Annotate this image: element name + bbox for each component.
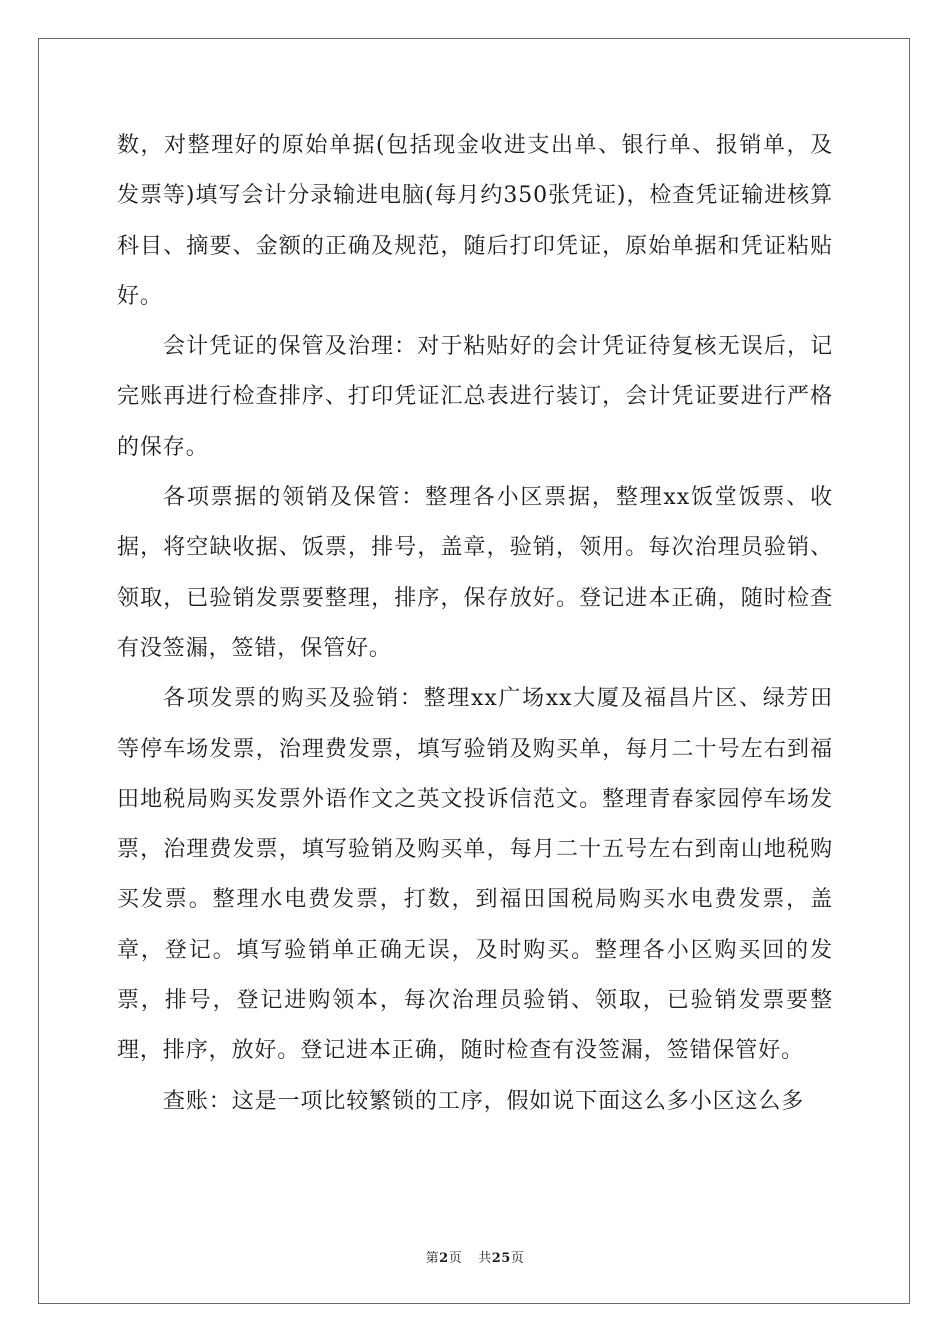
paragraph-invoice-purchase: 各项发票的购买及验销：整理xx广场xx大厦及福昌片区、绿芳田等停车场发票，治理费发票，填写验销及购买单，每月二十号左右到福田地税局购买发票外语作文之英文投诉信范文。整理青春家园停车场发票，治理费发票，填写验销及购买单，每月二十五号左右到南山地税购买发票。整理水电费发票，打数，到福田国税局购买水电费发票，盖章，登记。填写验销单正确无误，及时购买。整理各小区购买回的发票，排号，登记进购领本，每次治理员验销、领取，已验销发票要整理，排序，放好。登记进本正确，随时检查有没签漏，签错保管好。 <box>117 686 833 1064</box>
paragraph-voucher-custody: 会计凭证的保管及治理：对于粘贴好的会计凭证待复核无误后，记完账再进行检查排序、打印凭证汇总表进行装订，会计凭证要进行严格的保存。 <box>117 334 833 460</box>
page-footer <box>0 1247 950 1266</box>
total-prefix: 共 <box>478 1251 492 1266</box>
document-body <box>117 121 833 1127</box>
paragraph-receipt-management: 各项票据的领销及保管：整理各小区票据，整理xx饭堂饭票、收据，将空缺收据、饭票，排号，盖章，验销，领用。每次治理员验销、领取，已验销发票要整理，排序，保存放好。登记进本正确，随时检查有没签漏，签错，保管好。 <box>117 485 833 661</box>
total-suffix: 页 <box>510 1251 525 1266</box>
paragraph-account-check: 查账：这是一项比较繁锁的工序，假如说下面这么多小区这么多 <box>163 1088 805 1114</box>
page-number: 2 <box>439 1251 449 1266</box>
paragraph-continued: 数，对整理好的原始单据(包括现金收进支出单、银行单、报销单，及发票等)填写会计分录输进电脑(每月约350张凭证)，检查凭证输进核算科目、摘要、金额的正确及规范，随后打印凭证，原始单据和凭证粘贴好。 <box>117 133 833 309</box>
total-pages: 25 <box>491 1251 511 1266</box>
page-suffix: 页 <box>448 1251 463 1266</box>
page-prefix: 第 <box>425 1251 440 1266</box>
